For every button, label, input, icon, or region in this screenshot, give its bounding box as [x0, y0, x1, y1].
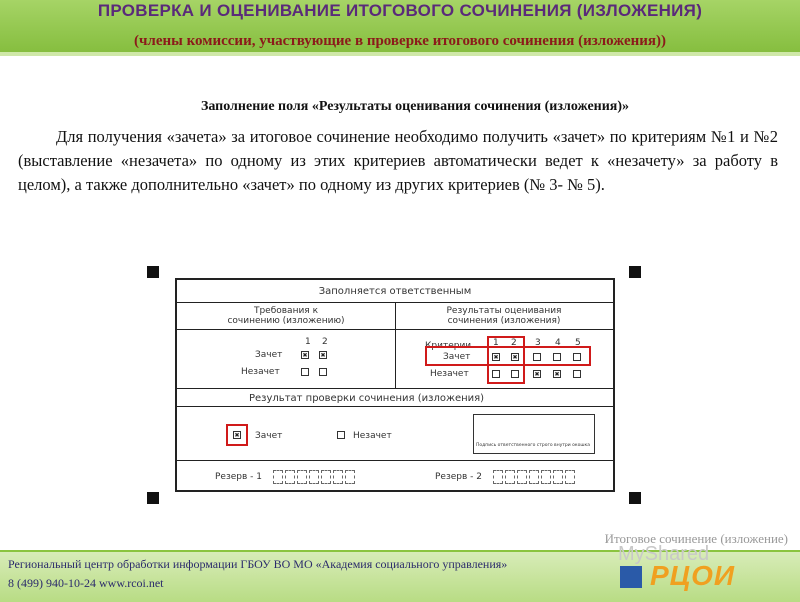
signature-box[interactable]: [473, 414, 595, 454]
results-pass-label: Зачет: [443, 352, 471, 362]
result-pass-label: Зачет: [255, 431, 283, 441]
sign-caption: Подпись ответственного строго внутри окошка: [476, 443, 590, 448]
criteria-number-1: 1: [493, 338, 499, 348]
req-fail-label: Незачет: [241, 367, 280, 377]
form-divider: [177, 388, 613, 389]
reserve-2-cell[interactable]: [565, 470, 575, 484]
reserve-1-cell[interactable]: [273, 470, 283, 484]
rcoi-logo-icon: [620, 566, 642, 588]
reserve-1-cell[interactable]: [321, 470, 331, 484]
corner-marker: [147, 492, 159, 504]
reserve-1-cell[interactable]: [285, 470, 295, 484]
instruction-paragraph: Для получения «зачета» за итоговое сочинение необходимо получить «зачет» по критериям №1 и №2 (выставление «незачета» по одному из этих критериев автоматически ведет к «незачету» за работу в целом), а также дополнительно «зачет» по одному из других критериев (№ 3- № 5).: [18, 127, 778, 194]
footer-contacts: 8 (499) 940-10-24 www.rcoi.net: [8, 576, 164, 590]
footer-organization: Региональный центр обработки информации ГБОУ ВО МО «Академия социального управления»: [8, 557, 508, 571]
evaluation-form: [175, 278, 615, 492]
reserve-2-cell[interactable]: [553, 470, 563, 484]
corner-marker: [629, 266, 641, 278]
criteria-number-5: 5: [575, 338, 581, 348]
reserve-1-cell[interactable]: [345, 470, 355, 484]
reserve-2-cell[interactable]: [505, 470, 515, 484]
req-pass-checkbox-2[interactable]: [319, 351, 327, 359]
section-title: Заполнение поля «Результаты оценивания сочинения (изложения)»: [200, 99, 630, 114]
results-title-2: сочинения (изложения): [447, 316, 561, 326]
result-fail-label: Незачет: [353, 431, 392, 441]
result-fail-checkbox[interactable]: [337, 431, 345, 439]
watermark-label: Итоговое сочинение (изложение): [604, 531, 788, 546]
form-divider: [177, 329, 395, 330]
corner-marker: [629, 492, 641, 504]
rcoi-logo: РЦОИ: [650, 560, 736, 591]
reserve-1-label: Резерв - 1: [215, 472, 262, 482]
reserve-2-label: Резерв - 2: [435, 472, 482, 482]
form-divider: [395, 329, 613, 330]
crit-fail-checkbox-3[interactable]: [533, 370, 541, 378]
reserve-1-cell[interactable]: [297, 470, 307, 484]
criteria-label: Критерии: [425, 341, 472, 351]
reserve-1-cell[interactable]: [333, 470, 343, 484]
requirements-title-2: сочинению (изложению): [227, 316, 345, 326]
req-pass-checkbox-1[interactable]: [301, 351, 309, 359]
criteria-number-3: 3: [535, 338, 541, 348]
req-fail-checkbox-1[interactable]: [301, 368, 309, 376]
crit-fail-checkbox-4[interactable]: [553, 370, 561, 378]
req-fail-checkbox-2[interactable]: [319, 368, 327, 376]
form-header: Заполняется ответственным: [318, 286, 472, 297]
reserve-2-cell[interactable]: [529, 470, 539, 484]
corner-marker: [147, 266, 159, 278]
myshared-watermark: MyShared: [618, 543, 710, 565]
results-title-1: Результаты оценивания: [446, 306, 562, 316]
page-title: ПРОВЕРКА И ОЦЕНИВАНИЕ ИТОГОВОГО СОЧИНЕНИЯ (ИЗЛОЖЕНИЯ): [97, 1, 703, 20]
crit-fail-checkbox-5[interactable]: [573, 370, 581, 378]
header-divider: [0, 52, 800, 56]
reserve-2-cell[interactable]: [541, 470, 551, 484]
requirements-title-1: Требования к: [253, 306, 319, 316]
criteria-number-4: 4: [555, 338, 561, 348]
req-number-2: 2: [322, 337, 328, 347]
form-divider: [177, 406, 613, 407]
criteria-number-2: 2: [511, 338, 517, 348]
req-pass-label: Зачет: [255, 350, 283, 360]
form-divider: [177, 460, 613, 461]
highlight-criteria-1-2: [487, 336, 525, 384]
results-fail-label: Незачет: [430, 369, 469, 379]
reserve-2-cell[interactable]: [517, 470, 527, 484]
req-number-1: 1: [305, 337, 311, 347]
page-subtitle: (члены комиссии, участвующие в проверке итогового сочинения (изложения)): [133, 33, 667, 49]
result-pass-checkbox[interactable]: [233, 431, 241, 439]
result-title: Результат проверки сочинения (изложения): [249, 393, 485, 404]
header-bar: [0, 0, 800, 56]
reserve-1-cell[interactable]: [309, 470, 319, 484]
reserve-2-cell[interactable]: [493, 470, 503, 484]
